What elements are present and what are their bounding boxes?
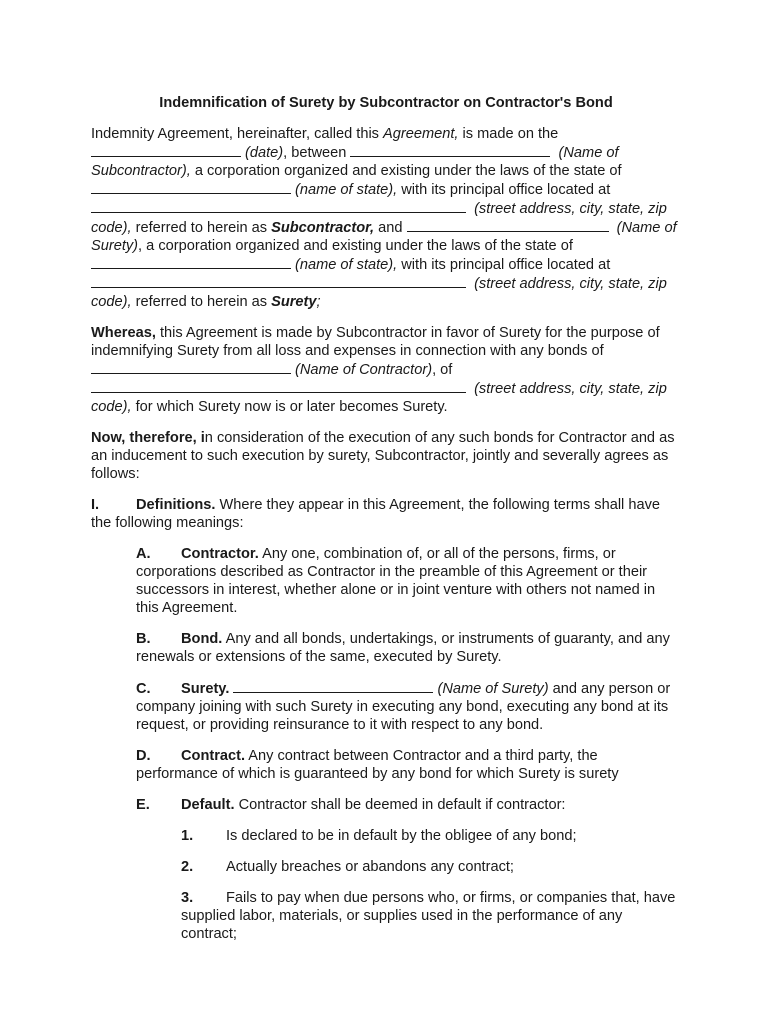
default-item [181,858,681,876]
definition-term: Contract. [181,748,246,764]
definition-term: Surety. [181,681,230,697]
definition-contractor [136,545,681,617]
whereas-text: , of [432,362,453,378]
definition-letter: B. [136,631,151,647]
default-item-number: 1. [181,828,194,844]
surety-term: Surety [271,294,317,310]
surety-name-blank-2[interactable] [233,679,433,693]
surety-name-hint: (Name of Surety) [91,220,677,254]
intro-text: with its principal office located at [397,182,611,198]
default-item-number: 2. [181,859,194,875]
definition-letter: C. [136,681,151,697]
subcontractor-name-hint: (Name of Subcontractor), [91,145,619,179]
intro-text: referred to herein as [131,294,272,310]
state-blank-1[interactable] [91,180,291,194]
now-therefore-lead: Now, therefore, i [91,430,205,446]
section-text: Where they appear in this Agreement, the following terms shall have the following meanings: [91,497,661,531]
section-heading: Definitions. [136,497,216,513]
whereas-paragraph [91,324,681,416]
definition-letter: D. [136,748,151,764]
intro-text: , a corporation organized and existing under the laws of the state of [138,238,573,254]
definition-bond [136,630,681,666]
definition-term: Default. [181,797,235,813]
surety-name-blank[interactable] [407,218,609,232]
whereas-lead: Whereas, [91,325,156,341]
state-hint-2: (name of state), [295,257,398,273]
intro-text: referred to herein as [131,220,272,236]
definition-text: Contractor shall be deemed in default if contractor: [234,797,566,813]
intro-text: , between [283,145,351,161]
definition-text: Any one, combination of, or all of the persons, firms, or corporations described as Contractor in the preamble of this Agreement or their successors in interest, whether alone or in joint venture with others not named in this Agreement. [136,546,656,616]
address-blank-2[interactable] [91,274,466,288]
address-blank-3[interactable] [91,379,466,393]
state-hint-1: (name of state), [295,182,398,198]
intro-text: is made on the [458,126,559,142]
definition-text: Any contract between Contractor and a third party, the performance of which is guaranteed by any bond for which Surety is surety [136,748,619,782]
definition-letter: A. [136,546,151,562]
contractor-name-blank[interactable] [91,360,291,374]
date-hint: (date) [245,145,284,161]
now-therefore-paragraph [91,429,681,483]
default-item [181,889,681,943]
whereas-text: for which Surety now is or later becomes Surety. [131,399,448,415]
subcontractor-name-blank[interactable] [350,143,550,157]
definition-term: Bond. [181,631,223,647]
address-hint-1: (street address, city, state, zip code), [91,201,667,236]
definition-term: Contractor. [181,546,259,562]
intro-text: and [374,220,407,236]
definition-text: Any and all bonds, undertakings, or instruments of guaranty, and any renewals or extensions of the same, executed by Surety. [136,631,670,665]
definition-surety [136,679,681,734]
definition-text: and any person or company joining with such Surety in executing any bond, executing any bond at its request, or providing reinsurance to it with respect to any bond. [136,681,671,733]
document-title: Indemnification of Surety by Subcontractor on Contractor's Bond [159,95,613,111]
address-blank-1[interactable] [91,199,466,213]
default-item-text: Fails to pay when due persons who, or firms, or companies that, have supplied labor, materials, or supplies used in the performance of any contract; [181,890,676,942]
now-therefore-text: n consideration of the execution of any such bonds for Contractor and as an inducement to such execution by surety, Subcontractor, jointly and severally agrees as follows: [91,430,675,482]
subcontractor-term: Subcontractor, [271,220,375,236]
intro-paragraph [91,125,681,311]
default-item-number: 3. [181,890,194,906]
document-page [91,94,681,943]
address-hint-2: (street address, city, state, zip code), [91,276,667,310]
surety-name-hint-2: (Name of Surety) [437,681,549,697]
date-blank[interactable] [91,143,241,157]
intro-text: Indemnity Agreement, hereinafter, called this [91,126,384,142]
definition-letter: E. [136,797,150,813]
address-hint-3: (street address, city, state, zip code), [91,381,667,415]
intro-text: a corporation organized and existing under the laws of the state of [190,163,622,179]
whereas-text: this Agreement is made by Subcontractor in favor of Surety for the purpose of indemnifying Surety from all loss and expenses in connection with any bonds of [91,325,660,359]
intro-text: ; [316,294,321,310]
section-definitions [91,496,681,532]
section-number: I. [91,497,100,513]
state-blank-2[interactable] [91,255,291,269]
contractor-name-hint: (Name of Contractor) [295,362,433,378]
default-item-text: Actually breaches or abandons any contract; [226,859,514,875]
definition-default [136,796,681,814]
intro-text: with its principal office located at [397,257,611,273]
agreement-term: Agreement, [383,126,459,142]
default-item-text: Is declared to be in default by the obligee of any bond; [226,828,577,844]
default-item [181,827,681,845]
definition-contract [136,747,681,783]
